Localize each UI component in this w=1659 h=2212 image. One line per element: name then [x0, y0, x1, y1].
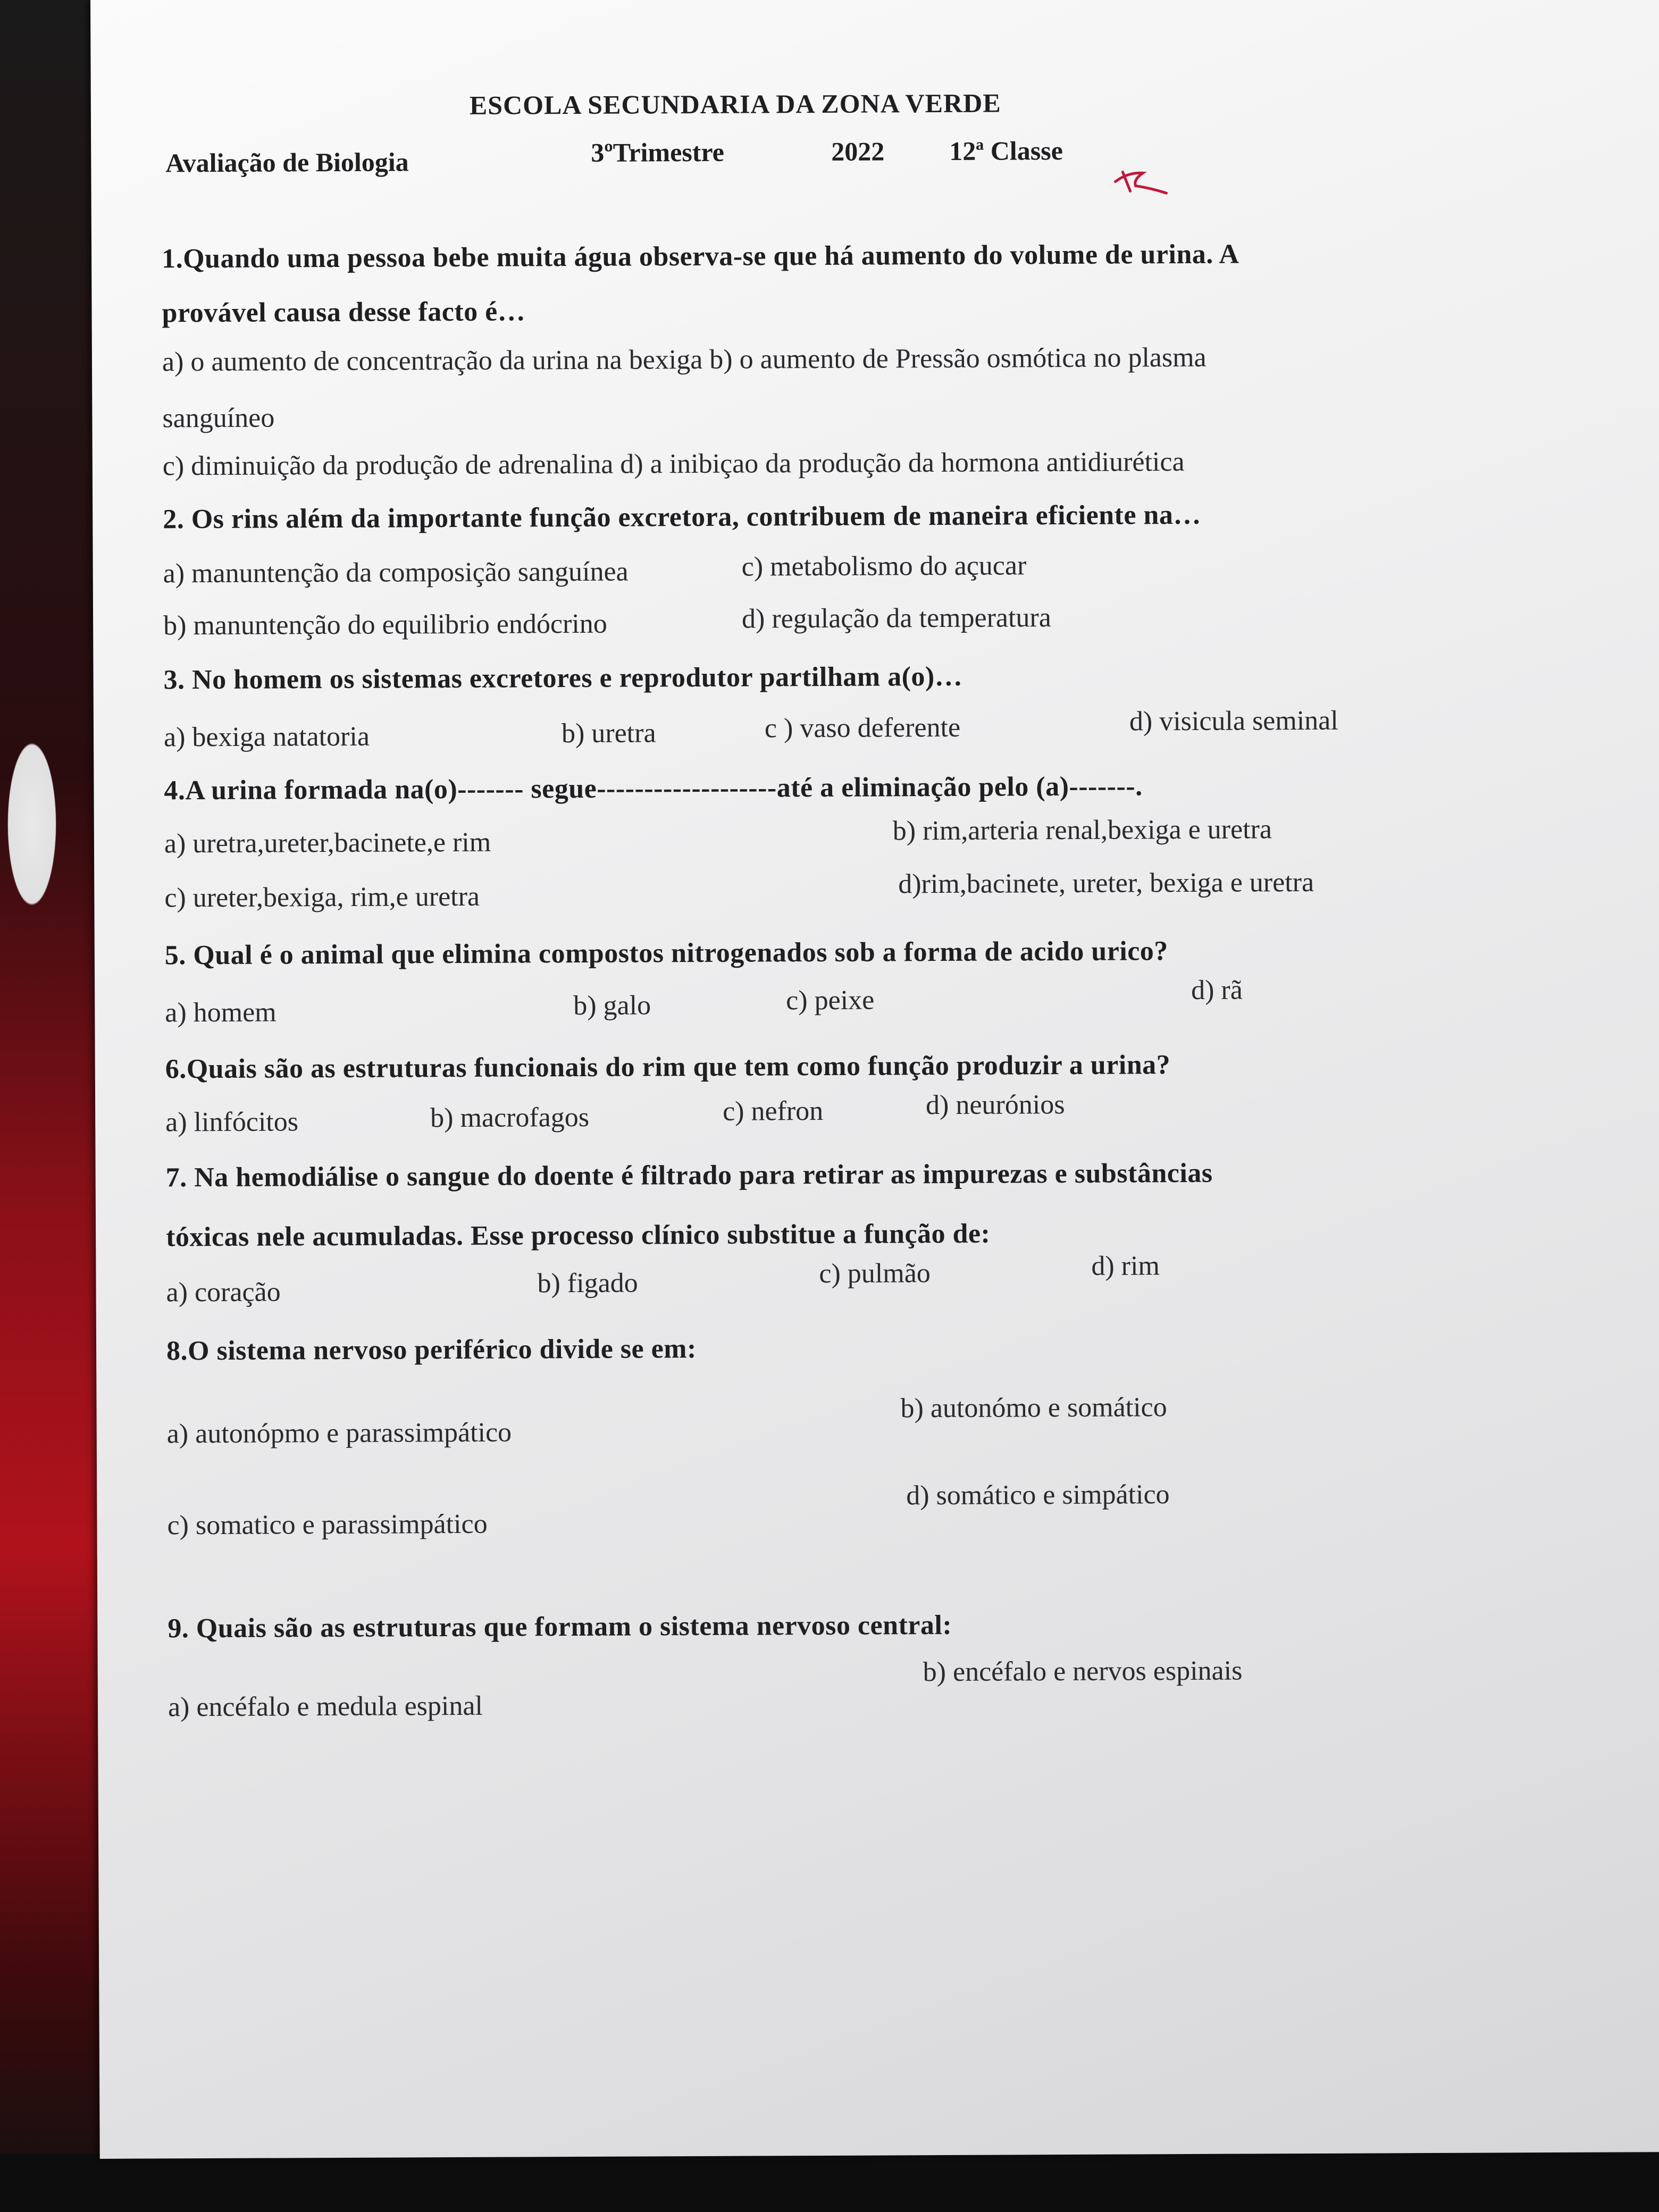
question-8: 8.O sistema nervoso periférico divide se em:: [166, 1334, 697, 1367]
question-4: 4.A urina formada na(o)------- segue-------------------até a eliminação pelo (a)-------.: [164, 771, 1143, 806]
question-5-option-c: c) peixe: [786, 985, 875, 1016]
question-1-line-1: 1.Quando uma pessoa bebe muita água observa-se que há aumento do volume de urina. A: [162, 239, 1239, 274]
question-3-option-c: c ) vaso deferente: [764, 712, 961, 744]
question-4-option-a: a) uretra,ureter,bacinete,e rim: [164, 827, 491, 859]
school-title: ESCOLA SECUNDARIA DA ZONA VERDE: [469, 88, 1001, 120]
question-6-option-a: a) linfócitos: [165, 1107, 299, 1138]
question-6-option-c: c) nefron: [723, 1096, 824, 1127]
question-7-option-a: a) coração: [166, 1277, 281, 1308]
question-6-option-d: d) neurónios: [925, 1090, 1065, 1121]
question-4-option-b: b) rim,arteria renal,bexiga e uretra: [892, 814, 1272, 847]
question-1-line-2: provável causa desse facto é…: [162, 296, 526, 329]
question-8-option-a: a) autonópmo e parassimpático: [166, 1417, 512, 1449]
question-2: 2. Os rins além da importante função excretora, contribuem de maneira eficiente na…: [163, 499, 1202, 535]
question-8-option-c: c) somatico e parassimpático: [167, 1509, 488, 1541]
question-2-option-d: d) regulação da temperatura: [741, 602, 1051, 634]
question-4-option-c: c) ureter,bexiga, rim,e uretra: [164, 881, 480, 914]
question-9-option-a: a) encéfalo e medula espinal: [167, 1690, 483, 1723]
grade-label: 12ª Classe: [949, 136, 1063, 166]
question-7-option-d: d) rim: [1091, 1251, 1160, 1281]
subject-label: Avaliação de Biologia: [165, 147, 409, 178]
question-5: 5. Qual é o animal que elimina compostos nitrogenados sob a forma de acido urico?: [164, 936, 1168, 971]
question-1-option-b-cont: sanguíneo: [162, 403, 275, 434]
background-table-edge: [0, 2154, 1659, 2212]
question-3-option-d: d) visicula seminal: [1129, 705, 1338, 737]
question-2-option-b: b) manuntenção do equilibrio endócrino: [163, 608, 607, 641]
question-7-line-2: tóxicas nele acumuladas. Esse processo clínico substitue a função de:: [166, 1218, 991, 1253]
question-5-option-b: b) galo: [573, 990, 651, 1021]
question-7-line-1: 7. Na hemodiálise o sangue do doente é filtrado para retirar as impurezas e substâncias: [165, 1158, 1213, 1193]
question-8-option-b: b) autonómo e somático: [900, 1392, 1167, 1424]
question-8-option-d: d) somático e simpático: [906, 1479, 1170, 1511]
question-3: 3. No homem os sistemas excretores e reprodutor partilham a(o)…: [163, 661, 963, 696]
question-2-option-c: c) metabolismo do açucar: [741, 550, 1027, 582]
term-label: 3ºTrimestre: [591, 137, 725, 167]
question-5-option-d: d) rã: [1191, 975, 1243, 1006]
question-7-option-b: b) figado: [537, 1268, 638, 1299]
question-5-option-a: a) homem: [165, 997, 276, 1028]
question-1-option-cd: c) diminuição da produção de adrenalina d) a inibiçao da produção da hormona antidiurética: [162, 447, 1185, 482]
red-grade-mark: [1112, 161, 1170, 198]
question-3-option-b: b) uretra: [561, 718, 656, 749]
cloth-logo-fragment: [0, 665, 80, 984]
exam-sheet: [90, 0, 1659, 2159]
question-2-option-a: a) manuntenção da composição sanguínea: [163, 556, 629, 589]
question-9: 9. Quais são as estruturas que formam o sistema nervoso central:: [167, 1610, 952, 1644]
year-label: 2022: [831, 136, 885, 166]
question-6-option-b: b) macrofagos: [430, 1102, 590, 1134]
question-7-option-c: c) pulmão: [819, 1258, 931, 1289]
question-4-option-d: d)rim,bacinete, ureter, bexiga e uretra: [898, 867, 1314, 900]
question-1-option-ab: a) o aumento de concentração da urina na bexiga b) o aumento de Pressão osmótica no plasma: [162, 342, 1206, 378]
question-3-option-a: a) bexiga natatoria: [163, 721, 370, 753]
question-9-option-b: b) encéfalo e nervos espinais: [923, 1655, 1243, 1688]
question-6: 6.Quais são as estruturas funcionais do rim que tem como função produzir a urina?: [165, 1050, 1171, 1085]
